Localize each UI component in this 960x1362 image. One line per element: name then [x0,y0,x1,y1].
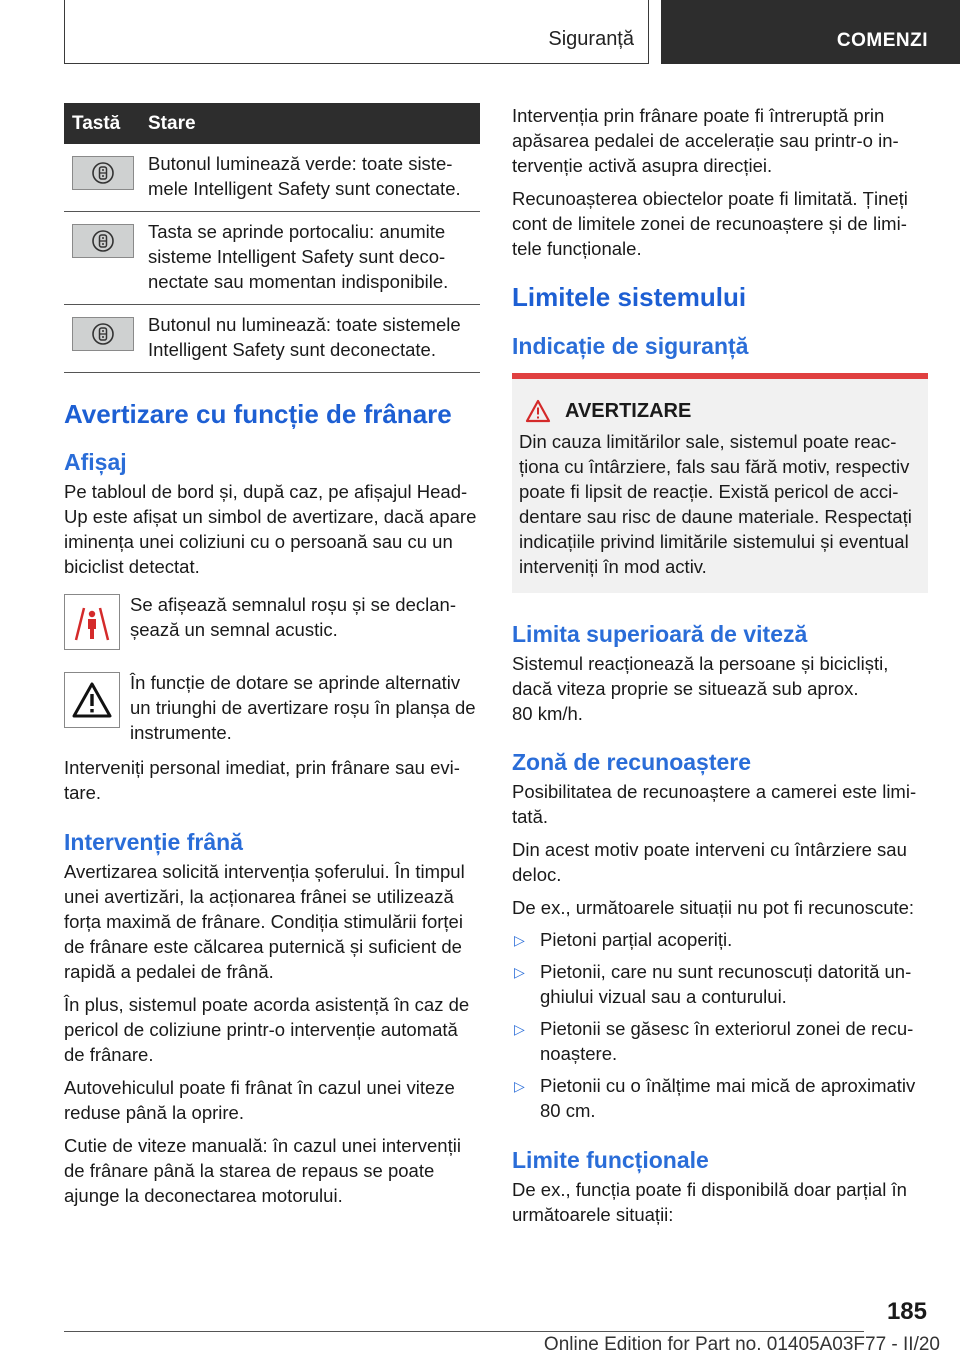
icon-description: Se afișează semnalul roșu și se declanșează un semnal acustic. [130,594,456,640]
intelligent-safety-key-icon [72,317,134,351]
list-item: ▷ Pietonii cu o înălțime mai mică de aproximativ 80 cm. [514,1075,916,1121]
table-row [64,305,480,373]
intelligent-safety-key-icon [72,156,134,190]
intelligent-safety-key-icon [72,224,134,258]
section-title-system-limits: Limitele sistemului [512,282,747,312]
paragraph: Sistemul reacționează la persoane și bicicliști, dacă viteza proprie se situează sub aprox. [512,653,889,699]
bullet-triangle-icon: ▷ [514,932,525,948]
paragraph: Recunoașterea obiectelor poate fi limitată. Țineți cont de limitele zonei de recunoaștere și de limitele funcționale. [512,188,908,259]
subsection-title-safety-note: Indicație de siguranță [512,333,749,359]
table-cell-state: Tasta se aprinde portocaliu: anumite sisteme Intelligent Safety sunt deconectate sau momentan indisponibile. [140,212,480,305]
warning-triangle-icon [525,399,551,423]
header-section-box [64,0,649,64]
paragraph: Posibilitatea de recunoaștere a camerei este limitată. [512,781,917,827]
subsection-title-detection-zone: Zonă de recunoaștere [512,749,752,775]
table-cell-state: Butonul luminează verde: toate sistemele Intelligent Safety sunt conectate. [140,144,480,212]
list-item: ▷ Pietoni parțial acoperiți. [512,927,928,952]
warning-box [512,373,928,593]
bullet-triangle-icon: ▷ [514,1078,525,1094]
warning-triangle-icon [64,672,120,728]
footer-divider [64,1331,864,1332]
warning-header [519,399,918,423]
table-header-key: Tastă [64,103,140,144]
header-chapter-title: COMENZI [836,30,928,51]
paragraph: Pe tabloul de bord și, după caz, pe afișajul Head-Up este afișat un simbol de avertizare, dacă apare iminența unei coliziuni cu o persoană sau cu un biciclist detectat. [64,481,477,577]
bullet-triangle-icon: ▷ [514,964,525,980]
subsection-title-display: Afișaj [64,449,127,475]
paragraph: Interveniți personal imediat, prin frânare sau evitare. [64,757,460,803]
paragraph: Autovehiculul poate fi frânat în cazul unei viteze reduse până la oprire. [64,1077,455,1123]
subsection-title-speed-limit: Limita superioară de viteză [512,621,808,647]
key-status-table [64,103,480,373]
left-column [64,103,480,1208]
bullet-list [512,927,928,1123]
table-header-row [64,103,480,144]
warning-label: AVERTIZARE [565,399,692,422]
table-row [64,144,480,212]
footer-edition: Online Edition for Part no. 01405A03F77 - II/20 [543,1334,940,1355]
paragraph: De ex., funcția poate fi disponibilă doar parțial în următoarele situații: [512,1179,907,1225]
subsection-title-brake-intervention: Intervenție frână [64,829,243,855]
paragraph: Avertizarea solicită intervenția șoferului. În timpul unei avertizări, la acționarea frânei se utilizează forța maximă de frânare. Condiția stimulării forței de frânare este călcarea puternică și suficient de rapidă a pedalei de frână. [64,861,465,982]
paragraph: În plus, sistemul poate acorda asistență în caz de pericol de coliziune printr-o intervenție automată de frânare. [64,994,470,1065]
paragraph: 80 km/h. [512,703,583,724]
list-item: ▷ Pietonii, care nu sunt recunoscuți datorită unghiului vizual sau a conturului. [514,961,912,1007]
paragraph: Cutie de viteze manuală: în cazul unei intervenții de frânare până la starea de repaus se poate ajunge la deconectarea motorului. [64,1135,461,1206]
subsection-title-functional-limits: Limite funcționale [512,1147,709,1173]
section-title-brake-warning: Avertizare cu funcție de frânare [64,399,452,429]
warning-text: Din cauza limitărilor sale, sistemul poate reacționa cu întârziere, fals sau fără motiv, respectiv poate fi lipsit de reacție. Există pericol de accidentare sau risc de daune materiale. Respectați indicațiile privind limitările sistemului și eventual interveniți în mod activ. [519,431,912,577]
list-item: ▷ Pietonii se găsesc în exteriorul zonei de recunoaștere. [514,1018,914,1064]
table-row [64,212,480,305]
header-section-title: Siguranță [548,28,634,50]
right-column [512,103,928,1227]
bullet-triangle-icon: ▷ [514,1021,525,1037]
icon-description: În funcție de dotare se aprinde alternativ un triunghi de avertizare roșu în planșa de instrumente. [130,672,476,743]
paragraph: De ex., următoarele situații nu pot fi recunoscute: [512,897,915,918]
page-number: 185 [886,1298,927,1325]
paragraph: Din acest motiv poate interveni cu întârziere sau deloc. [512,839,907,885]
pedestrian-warning-icon [64,594,120,650]
warning-pedestrian-row [64,592,480,650]
header-chapter-box [661,0,960,64]
table-cell-state: Butonul nu luminează: toate sistemele Intelligent Safety sunt deconectate. [140,305,480,373]
warning-triangle-row [64,670,480,745]
paragraph: Intervenția prin frânare poate fi întreruptă prin apăsarea pedalei de accelerație sau printr-o intervenție activă asupra direcției. [512,105,899,176]
table-header-state: Stare [140,103,480,144]
